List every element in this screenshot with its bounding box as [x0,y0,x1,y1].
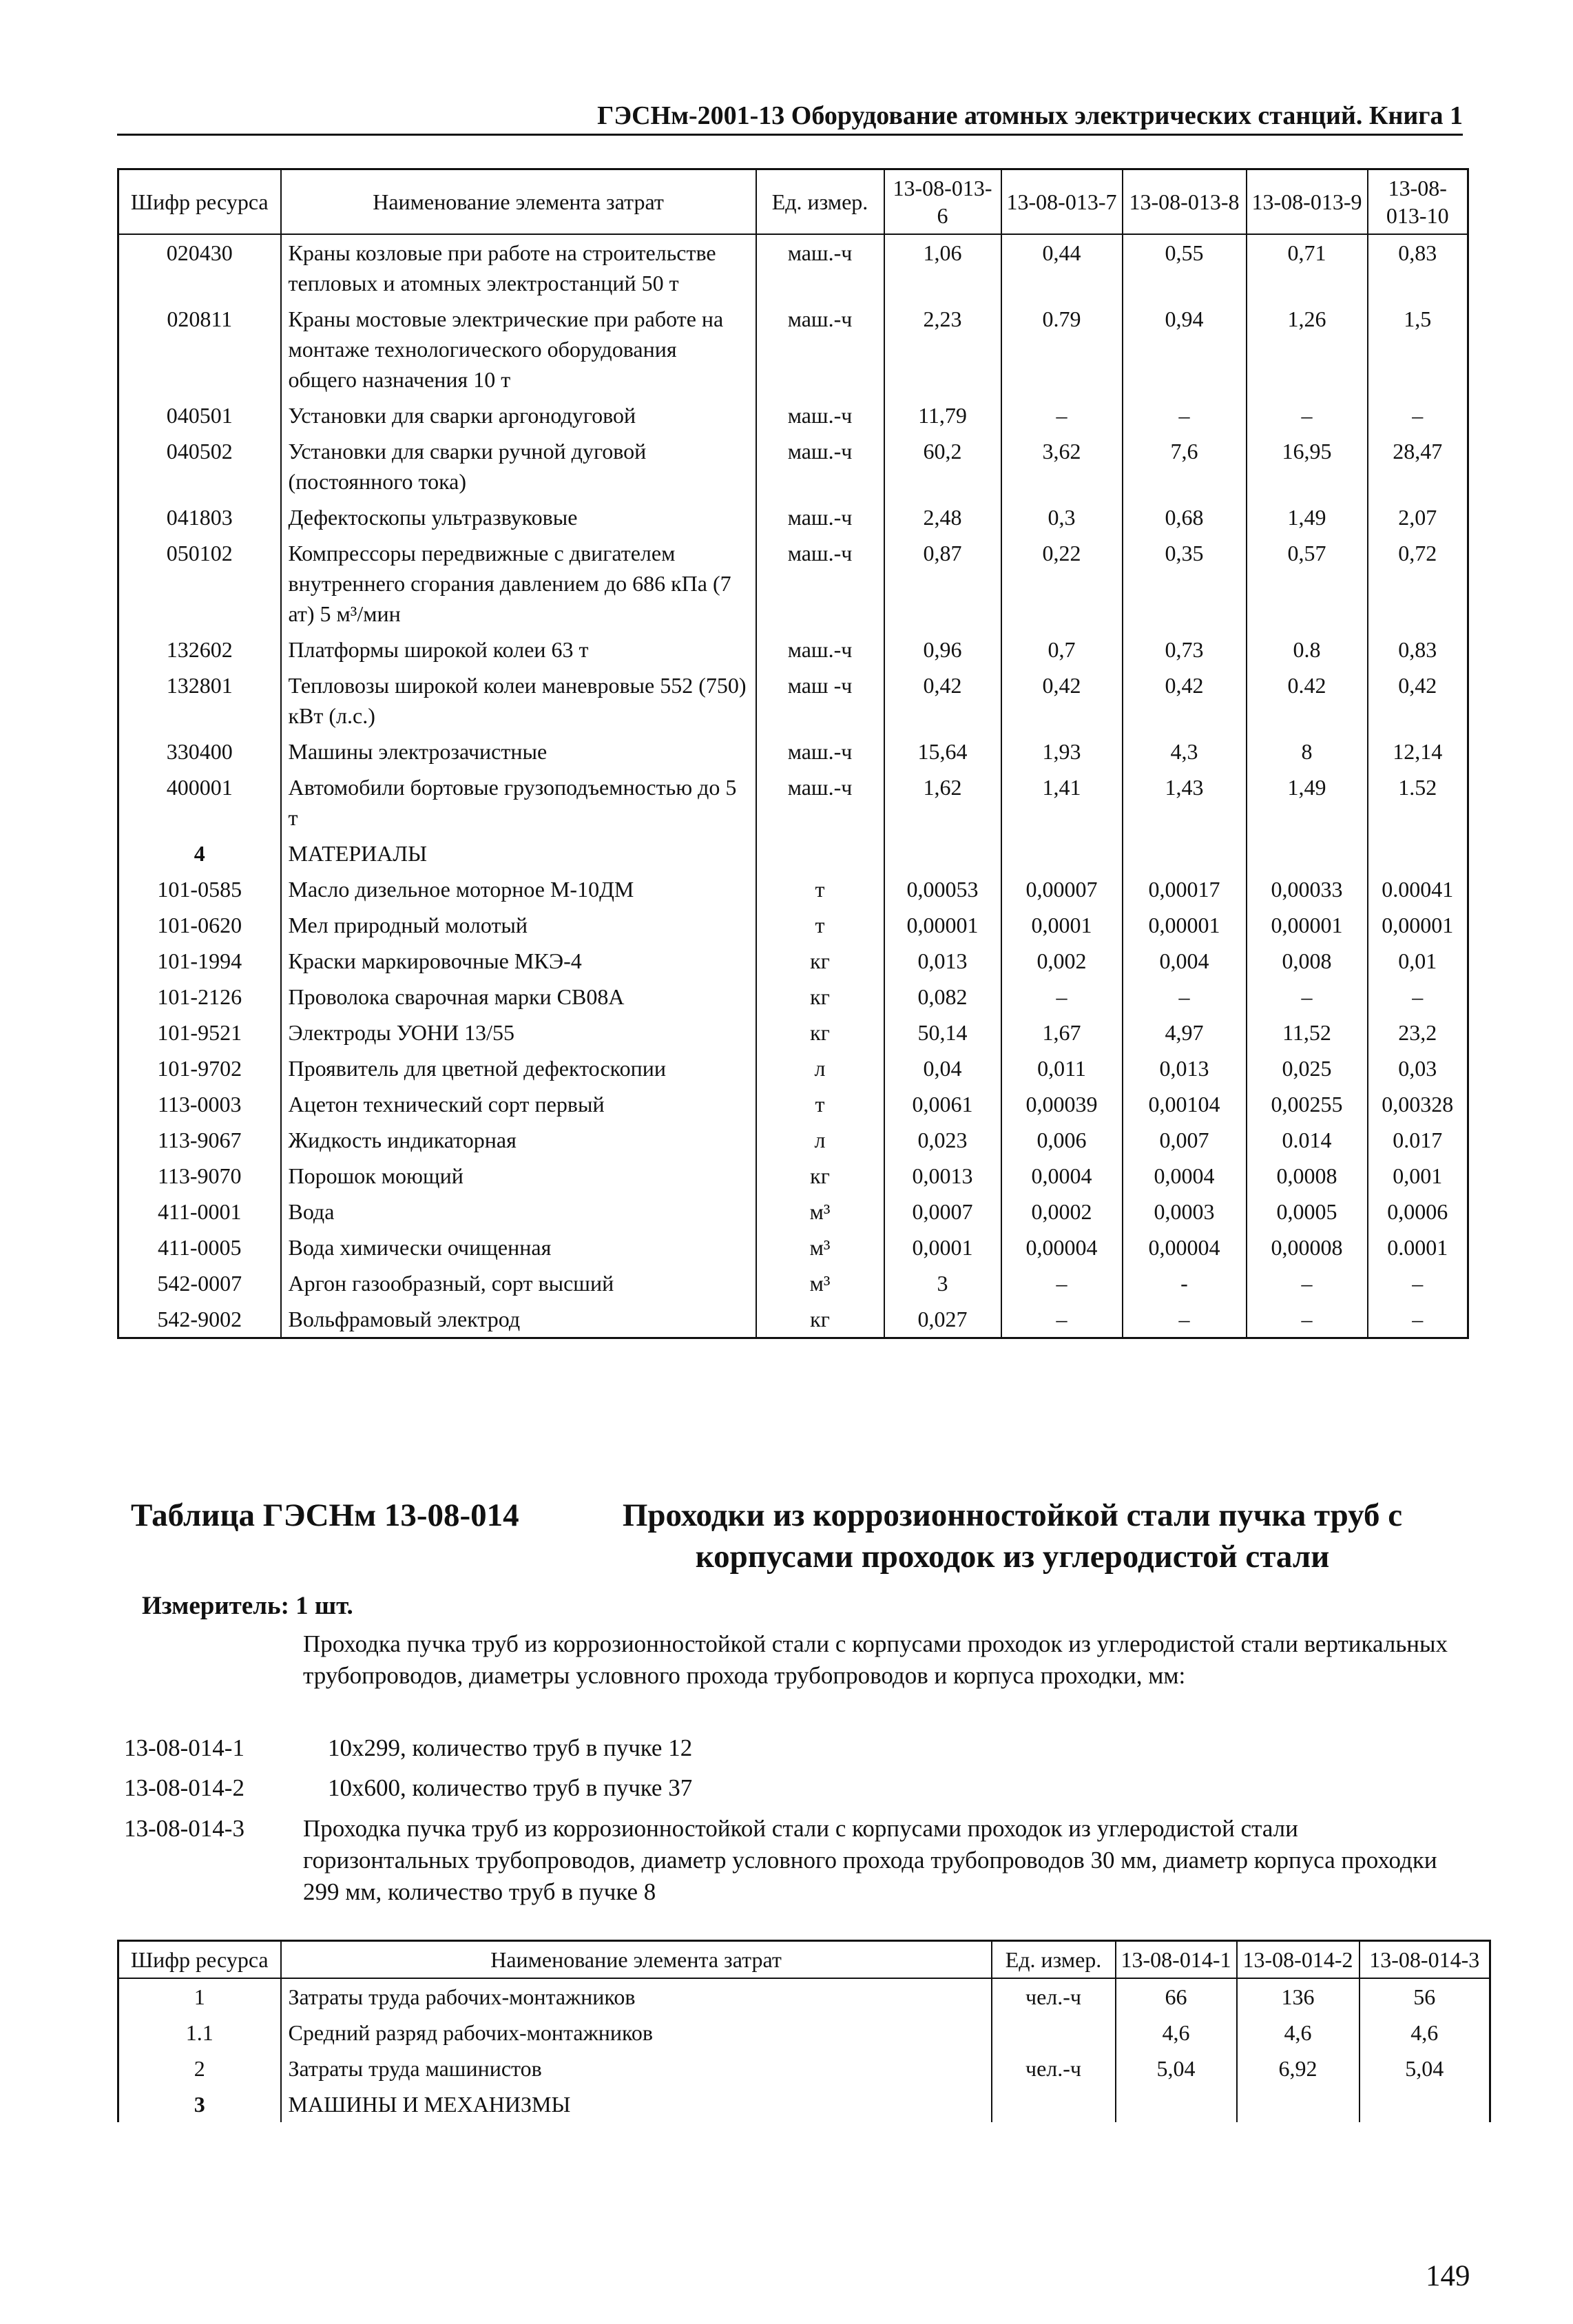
table-row [118,1158,1468,1194]
norm-value [1001,836,1123,871]
norm-value: 0,00039 [1001,1086,1123,1122]
resource-name: Установки для сварки ручной дуговой (постоянного тока) [281,433,756,499]
norm-value: 0,00007 [1001,871,1123,907]
table-row [118,433,1468,499]
resource-name: Вольфрамовый электрод [281,1301,756,1338]
resource-name: Краски маркировочные МКЭ-4 [281,943,756,979]
norm-value: 0.42 [1247,667,1368,734]
resource-name: Краны мостовые электрические при работе на монтаже технологического оборудования общего назначения 10 т [281,301,756,397]
unit: т [756,907,884,943]
norm-value: 0,42 [1368,667,1468,734]
norm-value: 0,44 [1001,234,1123,301]
norm-value: 0,57 [1247,535,1368,632]
unit: маш.-ч [756,234,884,301]
unit: л [756,1122,884,1158]
norm-value: 60,2 [884,433,1001,499]
norm-value: 0,00328 [1368,1086,1468,1122]
norm-value: 5,04 [1116,2051,1237,2086]
unit: м³ [756,1230,884,1265]
norm-value: 1,49 [1247,769,1368,836]
norm-value: 0,00053 [884,871,1001,907]
resource-code: 020811 [118,301,281,397]
norm-value: 0,0006 [1368,1194,1468,1230]
norm-value [884,836,1001,871]
norm-value: 0,00001 [1247,907,1368,943]
norm-value: 0.79 [1001,301,1123,397]
table-row [118,979,1468,1015]
norm-value: 1,5 [1368,301,1468,397]
table-row [118,667,1468,734]
norm-value: 0.0001 [1368,1230,1468,1265]
table-header-row [118,169,1468,235]
resource-name: Электроды УОНИ 13/55 [281,1015,756,1050]
col-header-name: Наименование элемента затрат [281,169,756,235]
norm-value: 0,01 [1368,943,1468,979]
norm-value: 0,002 [1001,943,1123,979]
norm-value: 1,93 [1001,734,1123,769]
norm-value: – [1247,1301,1368,1338]
norm-value: 0,025 [1247,1050,1368,1086]
norm-value: – [1368,397,1468,433]
norm-value: – [1001,1301,1123,1338]
norm-value: – [1123,979,1247,1015]
measure-label: Измеритель: [142,1592,289,1620]
norm-value: 1,06 [884,234,1001,301]
norm-value: 15,64 [884,734,1001,769]
table-row [118,1301,1468,1338]
col-header-014-2: 13-08-014-2 [1237,1941,1360,1979]
resource-name: Автомобили бортовые грузоподъемностью до 5 т [281,769,756,836]
resource-name: Установки для сварки аргонодуговой [281,397,756,433]
norm-value: 1.52 [1368,769,1468,836]
section-row [118,836,1468,871]
norm-value: 0,0005 [1247,1194,1368,1230]
running-header-title: ГЭСНм-2001-13 Оборудование атомных электрических станций. Книга 1 [597,101,1463,130]
norm-value: 0,03 [1368,1050,1468,1086]
norm-value: 0,73 [1123,632,1247,667]
table-title-label: Таблица ГЭСНм 13-08-014 [131,1497,519,1533]
resource-name: МАШИНЫ И МЕХАНИЗМЫ [281,2086,992,2122]
unit [756,836,884,871]
norm-value: 0,0013 [884,1158,1001,1194]
norm-value: – [1368,1265,1468,1301]
norm-value: – [1123,1301,1247,1338]
table-row [118,397,1468,433]
norm-value: 28,47 [1368,433,1468,499]
norm-value: 0.8 [1247,632,1368,667]
resource-table-014 [117,1940,1491,2122]
col-header-013-8: 13-08-013-8 [1123,169,1247,235]
norm-value: – [1247,1265,1368,1301]
unit: т [756,1086,884,1122]
resource-code: 132602 [118,632,281,667]
norm-value: 2,07 [1368,499,1468,535]
norm-value: 0.014 [1247,1122,1368,1158]
norm-value: 0,87 [884,535,1001,632]
unit: маш.-ч [756,433,884,499]
table-row [118,499,1468,535]
table-row [118,1978,1490,2015]
norm-value: 66 [1116,1978,1237,2015]
unit: маш.-ч [756,499,884,535]
norm-value: 0,00033 [1247,871,1368,907]
resource-code: 1 [118,1978,281,2015]
unit: маш.-ч [756,397,884,433]
norm-value: 2,48 [884,499,1001,535]
norm-value [1368,836,1468,871]
norm-value: 1,41 [1001,769,1123,836]
resource-name: Затраты труда рабочих-монтажников [281,1978,992,2015]
table-row [118,871,1468,907]
col-header-code: Шифр ресурса [118,1941,281,1979]
norm-value: 0,04 [884,1050,1001,1086]
resource-code: 113-9070 [118,1158,281,1194]
col-header-013-7: 13-08-013-7 [1001,169,1123,235]
table-row [118,1230,1468,1265]
norm-value: 1,67 [1001,1015,1123,1050]
section-row [118,2086,1490,2122]
norm-value: 2,23 [884,301,1001,397]
norm-value [1116,2086,1237,2122]
norm-value: – [1368,1301,1468,1338]
table-row [118,769,1468,836]
unit: маш.-ч [756,632,884,667]
norm-value: 0,83 [1368,632,1468,667]
norm-value: 4,6 [1360,2015,1490,2051]
norm-value: 0,0001 [884,1230,1001,1265]
resource-name: Жидкость индикаторная [281,1122,756,1158]
unit: кг [756,1158,884,1194]
table-row [118,734,1468,769]
table-row [118,1015,1468,1050]
norm-value: - [1123,1265,1247,1301]
resource-code: 050102 [118,535,281,632]
unit: маш.-ч [756,769,884,836]
norm-value: 6,92 [1237,2051,1360,2086]
measure-value: 1 шт. [295,1592,353,1620]
resource-name: Порошок моющий [281,1158,756,1194]
norm-value: 0,71 [1247,234,1368,301]
norm-value: 0,00004 [1123,1230,1247,1265]
norm-value [1247,836,1368,871]
unit [992,2015,1116,2051]
unit: маш -ч [756,667,884,734]
norm-value: – [1001,979,1123,1015]
resource-code: 330400 [118,734,281,769]
norm-value: 4,3 [1123,734,1247,769]
resource-name: Компрессоры передвижные с двигателем внутреннего сгорания давлением до 686 кПа (7 ат) 5 м³/мин [281,535,756,632]
norm-item-code: 13-08-014-2 [124,1774,244,1801]
norm-value: 0,22 [1001,535,1123,632]
table-row [118,1265,1468,1301]
table-row [118,234,1468,301]
resource-name: Проявитель для цветной дефектоскопии [281,1050,756,1086]
norm-value: 0,00008 [1247,1230,1368,1265]
table-row [118,2051,1490,2086]
resource-code: 041803 [118,499,281,535]
norm-value: 0,0004 [1001,1158,1123,1194]
resource-name: Аргон газообразный, сорт высший [281,1265,756,1301]
measure-line [142,1591,353,1621]
norm-item-code: 13-08-014-1 [124,1734,244,1761]
resource-code: 020430 [118,234,281,301]
norm-item-text: Проходка пучка труб из коррозионностойкой стали с корпусами проходок из углеродистой стали горизонтальных трубопроводов, диаметр условного прохода трубопроводов 30 мм, диаметр корпуса проходки 299 мм, количество труб в пучке 8 [303,1815,1437,1905]
resource-code: 113-9067 [118,1122,281,1158]
resource-code: 101-0585 [118,871,281,907]
norm-value: 0,68 [1123,499,1247,535]
unit: кг [756,1301,884,1338]
table-row [118,943,1468,979]
resource-name: Машины электрозачистные [281,734,756,769]
norm-value: 56 [1360,1978,1490,2015]
norm-value: 12,14 [1368,734,1468,769]
norm-value: 0,00001 [884,907,1001,943]
norm-value: 0,0001 [1001,907,1123,943]
resource-table-013 [117,168,1469,1339]
resource-name: Вода [281,1194,756,1230]
norm-value: 0,42 [884,667,1001,734]
col-header-013-6: 13-08-013-6 [884,169,1001,235]
unit: маш.-ч [756,734,884,769]
norm-value: 23,2 [1368,1015,1468,1050]
norm-value: 11,79 [884,397,1001,433]
norm-value: 0,0003 [1123,1194,1247,1230]
norm-value: 0,082 [884,979,1001,1015]
norm-value: 11,52 [1247,1015,1368,1050]
unit: кг [756,979,884,1015]
norm-value: 0,55 [1123,234,1247,301]
norm-value: 0,00017 [1123,871,1247,907]
unit: т [756,871,884,907]
resource-name: Средний разряд рабочих-монтажников [281,2015,992,2051]
unit: м³ [756,1194,884,1230]
norm-value: 4,6 [1116,2015,1237,2051]
col-header-013-9: 13-08-013-9 [1247,169,1368,235]
resource-code: 3 [118,2086,281,2122]
norm-value: 4,97 [1123,1015,1247,1050]
unit [992,2086,1116,2122]
norm-value: – [1247,397,1368,433]
norm-value: 0,7 [1001,632,1123,667]
unit: кг [756,1015,884,1050]
norm-value: – [1001,1265,1123,1301]
norm-value: 0,00001 [1123,907,1247,943]
table-row [118,907,1468,943]
resource-code: 113-0003 [118,1086,281,1122]
norm-value: 0,96 [884,632,1001,667]
norm-value: 0,0008 [1247,1158,1368,1194]
norm-value: 1,26 [1247,301,1368,397]
resource-name: Краны козловые при работе на строительстве тепловых и атомных электростанций 50 т [281,234,756,301]
col-header-unit: Ед. измер. [992,1941,1116,1979]
norm-value: 0,83 [1368,234,1468,301]
unit: маш.-ч [756,301,884,397]
norm-value: 0,013 [884,943,1001,979]
col-header-014-1: 13-08-014-1 [1116,1941,1237,1979]
resource-name: Тепловозы широкой колеи маневровые 552 (750) кВт (л.с.) [281,667,756,734]
norm-value: 136 [1237,1978,1360,2015]
table-row [118,1194,1468,1230]
col-header-name: Наименование элемента затрат [281,1941,992,1979]
resource-code: 542-0007 [118,1265,281,1301]
norm-value: 0,42 [1001,667,1123,734]
norm-value: 0.00041 [1368,871,1468,907]
unit: л [756,1050,884,1086]
norm-value: 7,6 [1123,433,1247,499]
norm-value: 0,94 [1123,301,1247,397]
resource-code: 132801 [118,667,281,734]
norm-value: 0,0002 [1001,1194,1123,1230]
resource-name: Вода химически очищенная [281,1230,756,1265]
resource-name: Мел природный молотый [281,907,756,943]
col-header-014-3: 13-08-014-3 [1360,1941,1490,1979]
unit: чел.-ч [992,1978,1116,2015]
resource-name: Масло дизельное моторное М-10ДМ [281,871,756,907]
norm-value: 0,011 [1001,1050,1123,1086]
norm-value [1360,2086,1490,2122]
norm-value [1123,836,1247,871]
resource-code: 411-0005 [118,1230,281,1265]
norm-value: 0,006 [1001,1122,1123,1158]
norm-value: 0,00104 [1123,1086,1247,1122]
resource-name: МАТЕРИАЛЫ [281,836,756,871]
norm-value: 0,027 [884,1301,1001,1338]
norm-value: 5,04 [1360,2051,1490,2086]
norm-value: – [1123,397,1247,433]
resource-code: 1.1 [118,2015,281,2051]
norm-value: 1,49 [1247,499,1368,535]
norm-value: 3 [884,1265,1001,1301]
norm-value: 0,72 [1368,535,1468,632]
col-header-013-10: 13-08-013-10 [1368,169,1468,235]
table-row [118,1122,1468,1158]
norm-value: – [1247,979,1368,1015]
resource-code: 2 [118,2051,281,2086]
norm-value: 50,14 [884,1015,1001,1050]
norm-value [1237,2086,1360,2122]
norm-value: 4,6 [1237,2015,1360,2051]
resource-code: 101-1994 [118,943,281,979]
resource-code: 040501 [118,397,281,433]
norm-value: 0,008 [1247,943,1368,979]
norm-value: 0,00001 [1368,907,1468,943]
norm-value: 0,42 [1123,667,1247,734]
norm-value: 0,35 [1123,535,1247,632]
unit: м³ [756,1265,884,1301]
norm-value: 0,0061 [884,1086,1001,1122]
table-row [118,1050,1468,1086]
norm-value: 0,00255 [1247,1086,1368,1122]
unit: маш.-ч [756,535,884,632]
resource-code: 542-9002 [118,1301,281,1338]
norm-value: 16,95 [1247,433,1368,499]
norm-value: 0,004 [1123,943,1247,979]
resource-code: 101-2126 [118,979,281,1015]
table-row [118,1086,1468,1122]
resource-code: 101-9521 [118,1015,281,1050]
table-row [118,632,1468,667]
page-number: 149 [1426,2260,1470,2292]
unit: чел.-ч [992,2051,1116,2086]
resource-code: 4 [118,836,281,871]
resource-code: 101-0620 [118,907,281,943]
norm-value: – [1368,979,1468,1015]
norm-value: 0.017 [1368,1122,1468,1158]
table-row [118,535,1468,632]
table-row [118,301,1468,397]
norm-item-text: 10х600, количество труб в пучке 37 [328,1774,693,1801]
norm-value: 0,0007 [884,1194,1001,1230]
resource-name: Ацетон технический сорт первый [281,1086,756,1122]
col-header-code: Шифр ресурса [118,169,281,235]
resource-code: 400001 [118,769,281,836]
resource-code: 101-9702 [118,1050,281,1086]
section-description: Проходка пучка труб из коррозионностойкой стали с корпусами проходок из углеродистой стали вертикальных трубопроводов, диаметры условного прохода трубопроводов и корпуса проходки, мм: [303,1630,1448,1689]
table-header-row [118,1941,1490,1979]
unit: кг [756,943,884,979]
resource-name: Затраты труда машинистов [281,2051,992,2086]
running-header [117,103,1463,136]
norm-value: 8 [1247,734,1368,769]
norm-value: 0,3 [1001,499,1123,535]
resource-name: Проволока сварочная марки СВ08А [281,979,756,1015]
col-header-unit: Ед. измер. [756,169,884,235]
norm-item-code: 13-08-014-3 [124,1815,244,1842]
resource-code: 040502 [118,433,281,499]
table-row [118,2015,1490,2051]
resource-name: Дефектоскопы ультразвуковые [281,499,756,535]
norm-value: 0,023 [884,1122,1001,1158]
norm-value: 0,001 [1368,1158,1468,1194]
norm-value: – [1001,397,1123,433]
norm-value: 1,43 [1123,769,1247,836]
norm-value: 3,62 [1001,433,1123,499]
norm-value: 1,62 [884,769,1001,836]
norm-value: 0,007 [1123,1122,1247,1158]
norm-item-text: 10х299, количество труб в пучке 12 [328,1734,693,1761]
resource-name: Платформы широкой колеи 63 т [281,632,756,667]
resource-code: 411-0001 [118,1194,281,1230]
norm-value: 0,013 [1123,1050,1247,1086]
table-title-text: Проходки из коррозионностойкой стали пучка труб с корпусами проходок из углеродистой стали [622,1497,1403,1575]
norm-value: 0,0004 [1123,1158,1247,1194]
norm-value: 0,00004 [1001,1230,1123,1265]
